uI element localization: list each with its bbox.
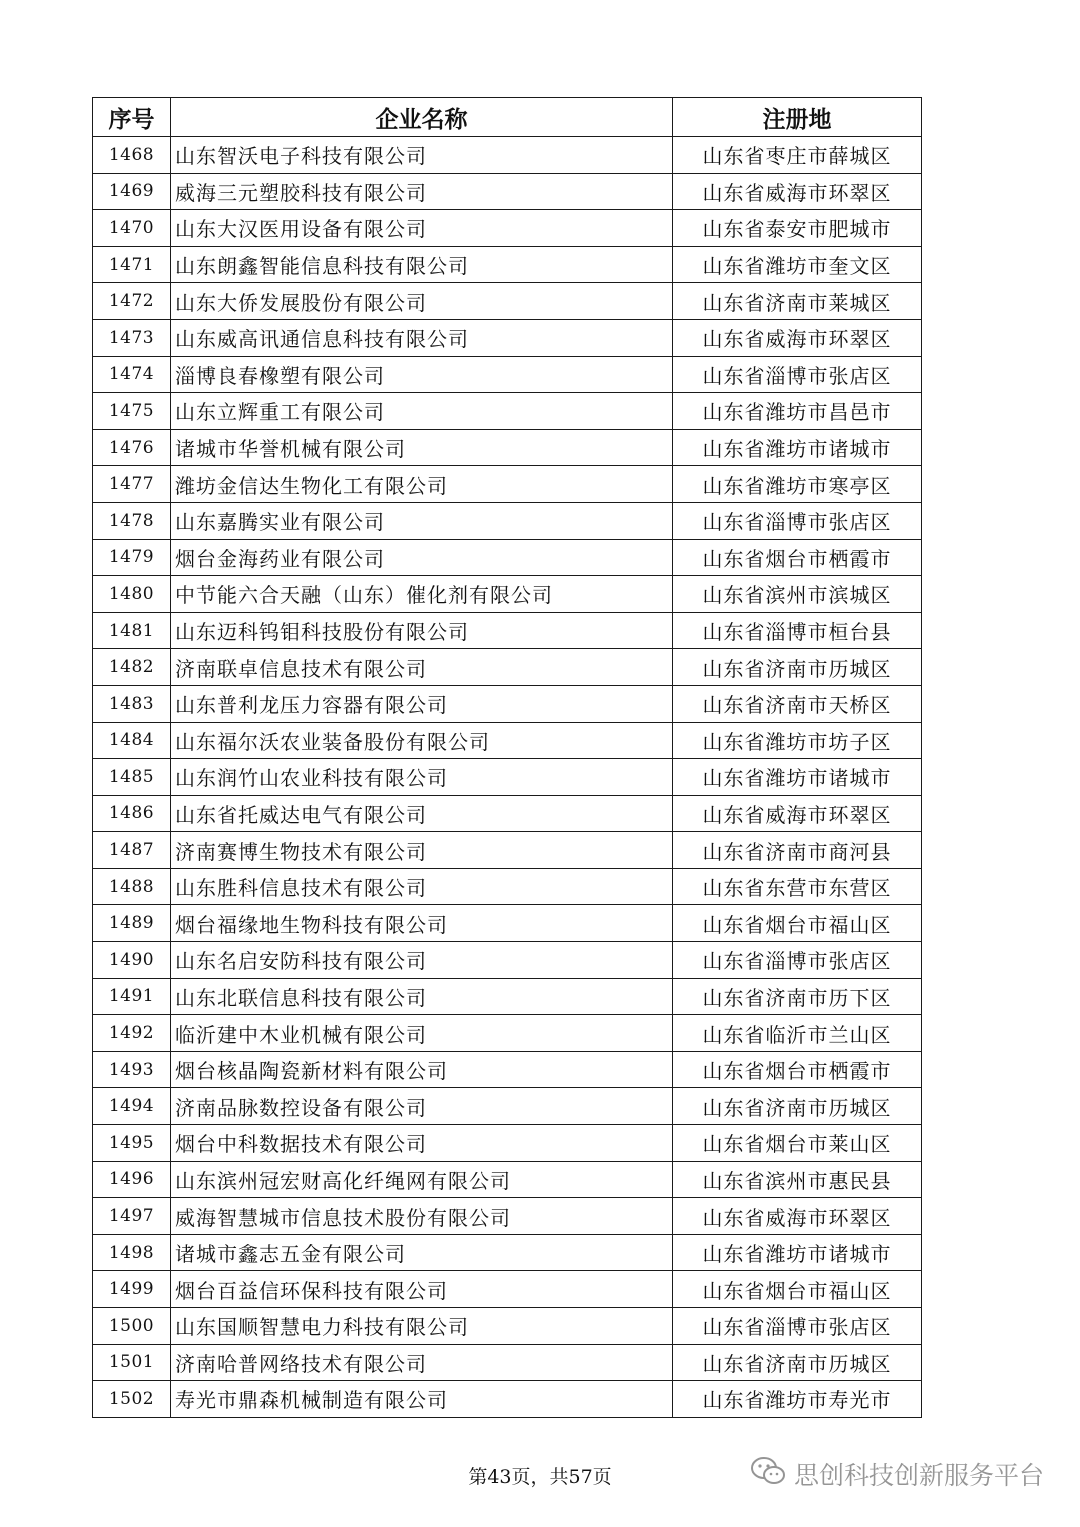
registration-place-cell: 山东省烟台市栖霞市 (673, 1051, 922, 1088)
table-row (93, 1198, 922, 1235)
watermark (750, 1456, 1044, 1492)
serial-number-cell: 1472 (93, 283, 171, 320)
table-row (93, 246, 922, 283)
company-name-cell: 济南哈普网络技术有限公司 (171, 1344, 673, 1381)
serial-number-cell: 1491 (93, 978, 171, 1015)
table-row (93, 319, 922, 356)
table-row (93, 942, 922, 979)
company-name-cell: 山东润竹山农业科技有限公司 (171, 759, 673, 796)
registration-place-cell: 山东省潍坊市寿光市 (673, 1381, 922, 1418)
company-name-cell: 山东立辉重工有限公司 (171, 393, 673, 430)
header-row (93, 98, 922, 137)
serial-number-cell: 1497 (93, 1198, 171, 1235)
registration-place-cell: 山东省潍坊市昌邑市 (673, 393, 922, 430)
table-row (93, 612, 922, 649)
serial-number-cell: 1492 (93, 1015, 171, 1052)
wechat-icon (750, 1456, 786, 1492)
company-name-cell: 寿光市鼎森机械制造有限公司 (171, 1381, 673, 1418)
table-row (93, 1381, 922, 1418)
table-row (93, 832, 922, 869)
serial-number-cell: 1475 (93, 393, 171, 430)
registration-place-cell: 山东省济南市历城区 (673, 649, 922, 686)
table-row (93, 210, 922, 247)
registration-place-cell: 山东省临沂市兰山区 (673, 1015, 922, 1052)
serial-number-cell: 1498 (93, 1234, 171, 1271)
table-row (93, 393, 922, 430)
table-row (93, 1088, 922, 1125)
registration-place-cell: 山东省潍坊市诸城市 (673, 759, 922, 796)
company-name-cell: 山东嘉腾实业有限公司 (171, 502, 673, 539)
table-row (93, 1161, 922, 1198)
company-name-cell: 山东大侨发展股份有限公司 (171, 283, 673, 320)
serial-number-cell: 1485 (93, 759, 171, 796)
serial-number-cell: 1478 (93, 502, 171, 539)
registration-place-cell: 山东省滨州市滨城区 (673, 576, 922, 613)
serial-number-cell: 1489 (93, 905, 171, 942)
table-row (93, 502, 922, 539)
serial-number-cell: 1471 (93, 246, 171, 283)
table-body (93, 137, 922, 1418)
serial-number-cell: 1477 (93, 466, 171, 503)
serial-number-cell: 1488 (93, 868, 171, 905)
registration-place-cell: 山东省济南市历城区 (673, 1088, 922, 1125)
registration-place-cell: 山东省济南市天桥区 (673, 685, 922, 722)
registration-place-cell: 山东省东营市东营区 (673, 868, 922, 905)
company-name-cell: 山东普利龙压力容器有限公司 (171, 685, 673, 722)
serial-number-cell: 1480 (93, 576, 171, 613)
serial-number-cell: 1482 (93, 649, 171, 686)
company-list-table (92, 97, 922, 1418)
company-name-cell: 山东福尔沃农业装备股份有限公司 (171, 722, 673, 759)
company-name-cell: 潍坊金信达生物化工有限公司 (171, 466, 673, 503)
table-row (93, 795, 922, 832)
serial-number-cell: 1494 (93, 1088, 171, 1125)
company-name-cell: 山东省托威达电气有限公司 (171, 795, 673, 832)
registration-place-cell: 山东省淄博市张店区 (673, 356, 922, 393)
registration-place-cell: 山东省济南市莱城区 (673, 283, 922, 320)
serial-number-cell: 1496 (93, 1161, 171, 1198)
serial-number-cell: 1487 (93, 832, 171, 869)
company-name-cell: 烟台福缘地生物科技有限公司 (171, 905, 673, 942)
serial-number-cell: 1474 (93, 356, 171, 393)
registration-place-cell: 山东省淄博市张店区 (673, 1308, 922, 1345)
registration-place-cell: 山东省潍坊市寒亭区 (673, 466, 922, 503)
registration-place-cell: 山东省泰安市肥城市 (673, 210, 922, 247)
watermark-text: 思创科技创新服务平台 (793, 1461, 1044, 1490)
registration-place-cell: 山东省济南市商河县 (673, 832, 922, 869)
table-row (93, 1125, 922, 1162)
table-row (93, 466, 922, 503)
header-serial-number: 序号 (93, 98, 171, 137)
serial-number-cell: 1476 (93, 429, 171, 466)
header-registration-place: 注册地 (673, 98, 922, 137)
company-name-cell: 山东胜科信息技术有限公司 (171, 868, 673, 905)
company-name-cell: 济南赛博生物技术有限公司 (171, 832, 673, 869)
registration-place-cell: 山东省济南市历城区 (673, 1344, 922, 1381)
company-name-cell: 山东北联信息科技有限公司 (171, 978, 673, 1015)
company-name-cell: 山东滨州冠宏财高化纤绳网有限公司 (171, 1161, 673, 1198)
table-row (93, 1015, 922, 1052)
serial-number-cell: 1468 (93, 137, 171, 174)
serial-number-cell: 1483 (93, 685, 171, 722)
table-row (93, 429, 922, 466)
serial-number-cell: 1501 (93, 1344, 171, 1381)
company-name-cell: 山东名启安防科技有限公司 (171, 942, 673, 979)
company-name-cell: 山东朗鑫智能信息科技有限公司 (171, 246, 673, 283)
registration-place-cell: 山东省淄博市张店区 (673, 502, 922, 539)
registration-place-cell: 山东省淄博市张店区 (673, 942, 922, 979)
table-header (93, 98, 922, 137)
registration-place-cell: 山东省威海市环翠区 (673, 1198, 922, 1235)
serial-number-cell: 1493 (93, 1051, 171, 1088)
table-row (93, 539, 922, 576)
company-name-cell: 淄博良春橡塑有限公司 (171, 356, 673, 393)
registration-place-cell: 山东省潍坊市诸城市 (673, 429, 922, 466)
page-number: 第43页，共57页 (468, 1466, 612, 1488)
registration-place-cell: 山东省烟台市栖霞市 (673, 539, 922, 576)
serial-number-cell: 1500 (93, 1308, 171, 1345)
registration-place-cell: 山东省威海市环翠区 (673, 795, 922, 832)
company-name-cell: 中节能六合天融（山东）催化剂有限公司 (171, 576, 673, 613)
company-name-cell: 烟台中科数据技术有限公司 (171, 1125, 673, 1162)
registration-place-cell: 山东省淄博市桓台县 (673, 612, 922, 649)
company-name-cell: 威海三元塑胶科技有限公司 (171, 173, 673, 210)
serial-number-cell: 1495 (93, 1125, 171, 1162)
serial-number-cell: 1473 (93, 319, 171, 356)
serial-number-cell: 1499 (93, 1271, 171, 1308)
table-row (93, 356, 922, 393)
company-name-cell: 烟台核晶陶瓷新材料有限公司 (171, 1051, 673, 1088)
registration-place-cell: 山东省枣庄市薛城区 (673, 137, 922, 174)
serial-number-cell: 1486 (93, 795, 171, 832)
company-name-cell: 山东迈科钨钼科技股份有限公司 (171, 612, 673, 649)
registration-place-cell: 山东省潍坊市奎文区 (673, 246, 922, 283)
company-name-cell: 山东智沃电子科技有限公司 (171, 137, 673, 174)
company-name-cell: 诸城市鑫志五金有限公司 (171, 1234, 673, 1271)
serial-number-cell: 1470 (93, 210, 171, 247)
table-row (93, 685, 922, 722)
company-name-cell: 山东国顺智慧电力科技有限公司 (171, 1308, 673, 1345)
table-row (93, 868, 922, 905)
table-row (93, 722, 922, 759)
table-row (93, 137, 922, 174)
table-row (93, 576, 922, 613)
company-name-cell: 济南品脉数控设备有限公司 (171, 1088, 673, 1125)
serial-number-cell: 1484 (93, 722, 171, 759)
registration-place-cell: 山东省济南市历下区 (673, 978, 922, 1015)
serial-number-cell: 1469 (93, 173, 171, 210)
registration-place-cell: 山东省滨州市惠民县 (673, 1161, 922, 1198)
table-row (93, 759, 922, 796)
serial-number-cell: 1479 (93, 539, 171, 576)
registration-place-cell: 山东省潍坊市诸城市 (673, 1234, 922, 1271)
table-row (93, 1271, 922, 1308)
company-name-cell: 威海智慧城市信息技术股份有限公司 (171, 1198, 673, 1235)
table-row (93, 649, 922, 686)
table-row (93, 978, 922, 1015)
table-row (93, 283, 922, 320)
registration-place-cell: 山东省烟台市莱山区 (673, 1125, 922, 1162)
serial-number-cell: 1490 (93, 942, 171, 979)
registration-place-cell: 山东省威海市环翠区 (673, 173, 922, 210)
registration-place-cell: 山东省潍坊市坊子区 (673, 722, 922, 759)
registration-place-cell: 山东省烟台市福山区 (673, 1271, 922, 1308)
table-row (93, 1234, 922, 1271)
company-name-cell: 山东大汉医用设备有限公司 (171, 210, 673, 247)
serial-number-cell: 1481 (93, 612, 171, 649)
table-row (93, 905, 922, 942)
table-row (93, 1344, 922, 1381)
company-name-cell: 诸城市华誉机械有限公司 (171, 429, 673, 466)
company-name-cell: 烟台金海药业有限公司 (171, 539, 673, 576)
table-row (93, 1051, 922, 1088)
company-name-cell: 济南联卓信息技术有限公司 (171, 649, 673, 686)
table-row (93, 173, 922, 210)
serial-number-cell: 1502 (93, 1381, 171, 1418)
header-company-name: 企业名称 (171, 98, 673, 137)
registration-place-cell: 山东省威海市环翠区 (673, 319, 922, 356)
company-name-cell: 临沂建中木业机械有限公司 (171, 1015, 673, 1052)
registration-place-cell: 山东省烟台市福山区 (673, 905, 922, 942)
company-name-cell: 山东威高讯通信息科技有限公司 (171, 319, 673, 356)
company-name-cell: 烟台百益信环保科技有限公司 (171, 1271, 673, 1308)
table-row (93, 1308, 922, 1345)
